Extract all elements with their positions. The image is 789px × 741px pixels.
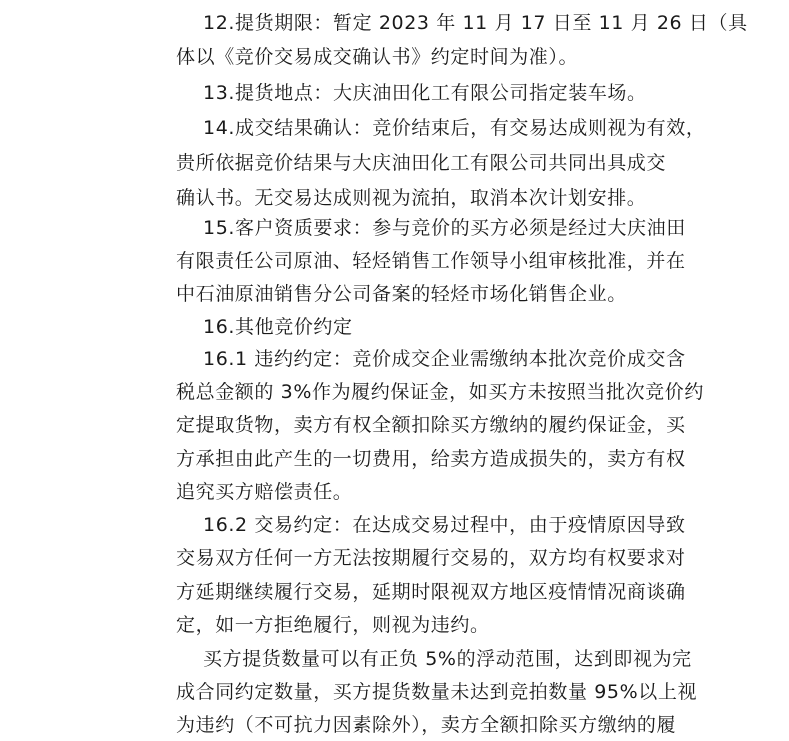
clause-14-line-1: 14.成交结果确认：竞价结束后，有交易达成则视为有效， [203,117,706,139]
clause-15-line-1: 15.客户资质要求：参与竞价的买方必须是经过大庆油田 [203,217,686,239]
paragraph-quantity-line-1: 买方提货数量可以有正负 5%的浮动范围，达到即视为完 [203,648,692,670]
clause-16-1-line-1: 16.1 违约约定：竞价成交企业需缴纳本批次竞价成交含 [203,348,686,370]
clause-15-line-2: 有限责任公司原油、轻烃销售工作领导小组审核批准，并在 [176,250,686,272]
clause-16-2-line-4: 定，如一方拒绝履行，则视为违约。 [176,614,490,636]
clause-14-line-3: 确认书。无交易达成则视为流拍，取消本次计划安排。 [176,187,647,209]
clause-14-line-2: 贵所依据竞价结果与大庆油田化工有限公司共同出具成交 [176,152,667,174]
clause-16-1-line-4: 方承担由此产生的一切费用，给卖方造成损失的，卖方有权 [176,448,686,470]
clause-13-line-1: 13.提货地点：大庆油田化工有限公司指定装车场。 [203,82,647,104]
clause-16-2-line-3: 方延期继续履行交易，延期时限视双方地区疫情情况商谈确 [176,581,686,603]
clause-16-1-line-2: 税总金额的 3%作为履约保证金，如买方未按照当批次竞价约 [176,381,704,403]
paragraph-quantity-line-2: 成合同约定数量，买方提货数量未达到竞拍数量 95%以上视 [176,681,698,703]
clause-15-line-3: 中石油原油销售分公司备案的轻烃市场化销售企业。 [176,283,627,305]
clause-16-1-line-5: 追究买方赔偿责任。 [176,481,353,503]
clause-12-line-1: 12.提货期限：暂定 2023 年 11 月 17 日至 11 月 26 日（具 [203,12,748,34]
clause-16-2-line-1: 16.2 交易约定：在达成交易过程中，由于疫情原因导致 [203,514,686,536]
paragraph-quantity-line-3: 为违约（不可抗力因素除外），卖方全额扣除买方缴纳的履 [176,714,677,736]
clause-16-2-line-2: 交易双方任何一方无法按期履行交易的，双方均有权要求对 [176,547,686,569]
clause-12-line-2: 体以《竞价交易成交确认书》约定时间为准）。 [176,46,579,68]
clause-16-1-line-3: 定提取货物，卖方有权全额扣除买方缴纳的履约保证金，买 [176,414,686,436]
clause-16-heading: 16.其他竞价约定 [203,316,353,338]
